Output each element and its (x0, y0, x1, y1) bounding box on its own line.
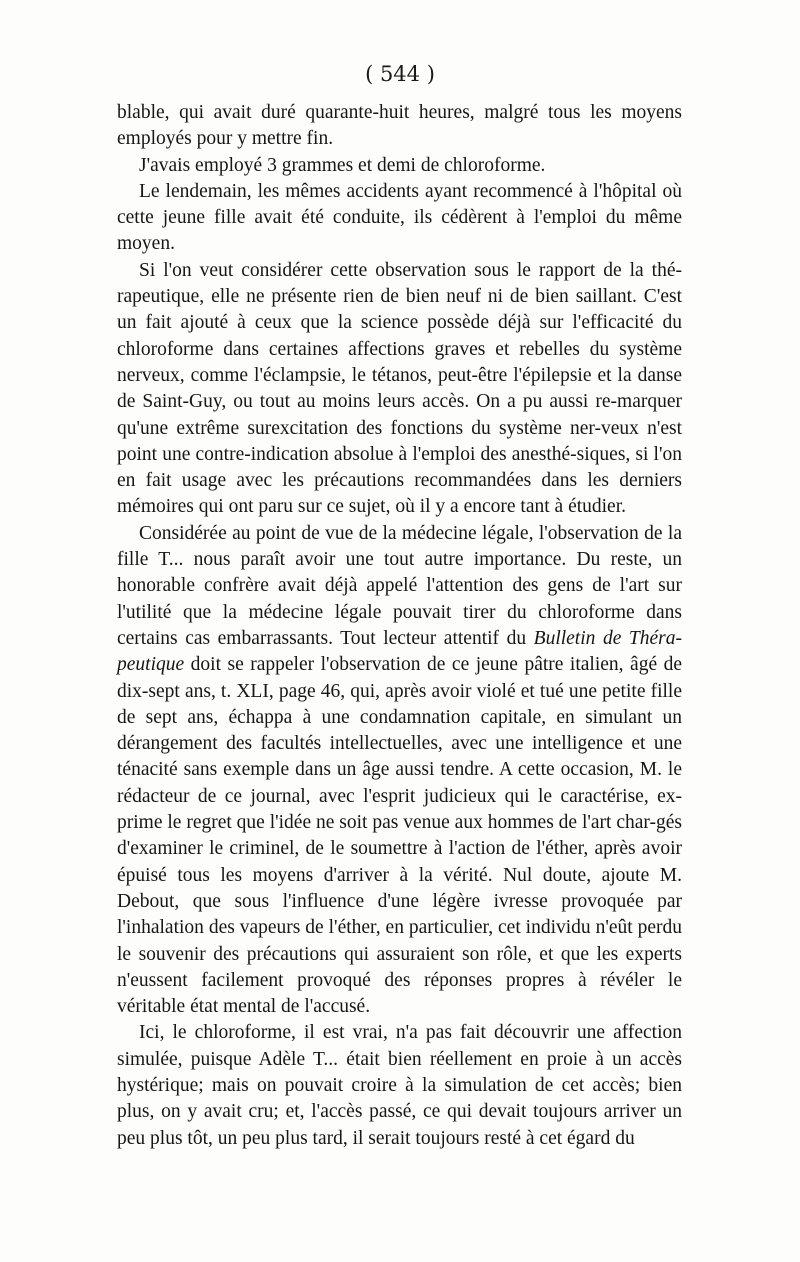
body-text (117, 100, 682, 1152)
page-number: ( 544 ) (365, 62, 435, 86)
journal-title: Bulletin de Théra-peutique (117, 627, 682, 676)
paragraph-6: Ici, le chloroforme, il est vrai, n'a pas fait découvrir une affection simulée, puisque Adèle T... était bien réellement en proie à un accès hystérique; mais on pouvait croire à la simulation de cet accès; bien plus, on y avait cru; et, l'accès passé, ce qui devait toujours arriver un peu plus tôt, un peu plus tard, il serait toujours resté à cet égard du (117, 1022, 682, 1149)
paragraph-5 (117, 521, 682, 1021)
paragraph-5-end: doit se rappeler l'observation de ce jeune pâtre italien, âgé de dix-sept ans, t. XLI, page 46, qui, après avoir violé et tué une petite fille de sept ans, échappa à une condamnation capitale, en simulant un dérangement des facultés intellectuelles, avec une intelligence et une ténacité sans exemple dans un âge aussi tendre. A cette occasion, M. le rédacteur de ce journal, avec l'esprit judicieux qui le caractérise, ex-prime le regret que l'idée ne soit pas venue aux hommes de l'art char-gés d'examiner le criminel, de le soumettre à l'action de l'éther, après avoir épuisé tous les moyens d'arriver à la vérité. Nul doute, ajoute M. Debout, que sous l'influence d'une légère ivresse provoquée par l'inhalation des vapeurs de l'éther, en particulier, cet individu n'eût perdu le souvenir des précautions qui assuraient son rôle, et que les experts n'eussent facilement provoqué des réponses propres à révéler le véritable état mental de l'accusé. (117, 654, 682, 1018)
paragraph-4: Si l'on veut considérer cette observation sous le rapport de la thé-rapeutique, elle ne présente rien de bien neuf ni de bien saillant. C'est un fait ajouté à ceux que la science possède déjà sur l'efficacité du chloroforme dans certaines affections graves et rebelles du système nerveux, comme l'éclampsie, le tétanos, peut-être l'épilepsie et la danse de Saint-Guy, ou tout au moins leurs accès. On a pu aussi re-marquer qu'une extrême surexcitation des fonctions du système ner-veux n'est point une contre-indication absolue à l'emploi des anesthé-siques, si l'on en fait usage avec les précautions recommandées dans les derniers mémoires qui ont paru sur ce sujet, où il y a encore tant à étudier. (117, 259, 682, 518)
paragraph-1: blable, qui avait duré quarante-huit heures, malgré tous les moyens employés pour y mettre fin. (117, 102, 682, 150)
paragraph-2: J'avais employé 3 grammes et demi de chloroforme. (139, 154, 546, 176)
paragraph-3: Le lendemain, les mêmes accidents ayant recommencé à l'hôpital où cette jeune fille avait été conduite, ils cédèrent à l'emploi du même moyen. (117, 180, 682, 255)
paragraph-5-start: Considérée au point de vue de la médecine légale, l'observation de la fille T... nous paraît avoir une tout autre importance. Du reste, un honorable confrère avait déjà appelé l'attention des gens de l'art sur l'utilité que la médecine légale pouvait tirer du chloroforme dans certains cas embarrassants. Tout lecteur attentif du (117, 522, 682, 649)
